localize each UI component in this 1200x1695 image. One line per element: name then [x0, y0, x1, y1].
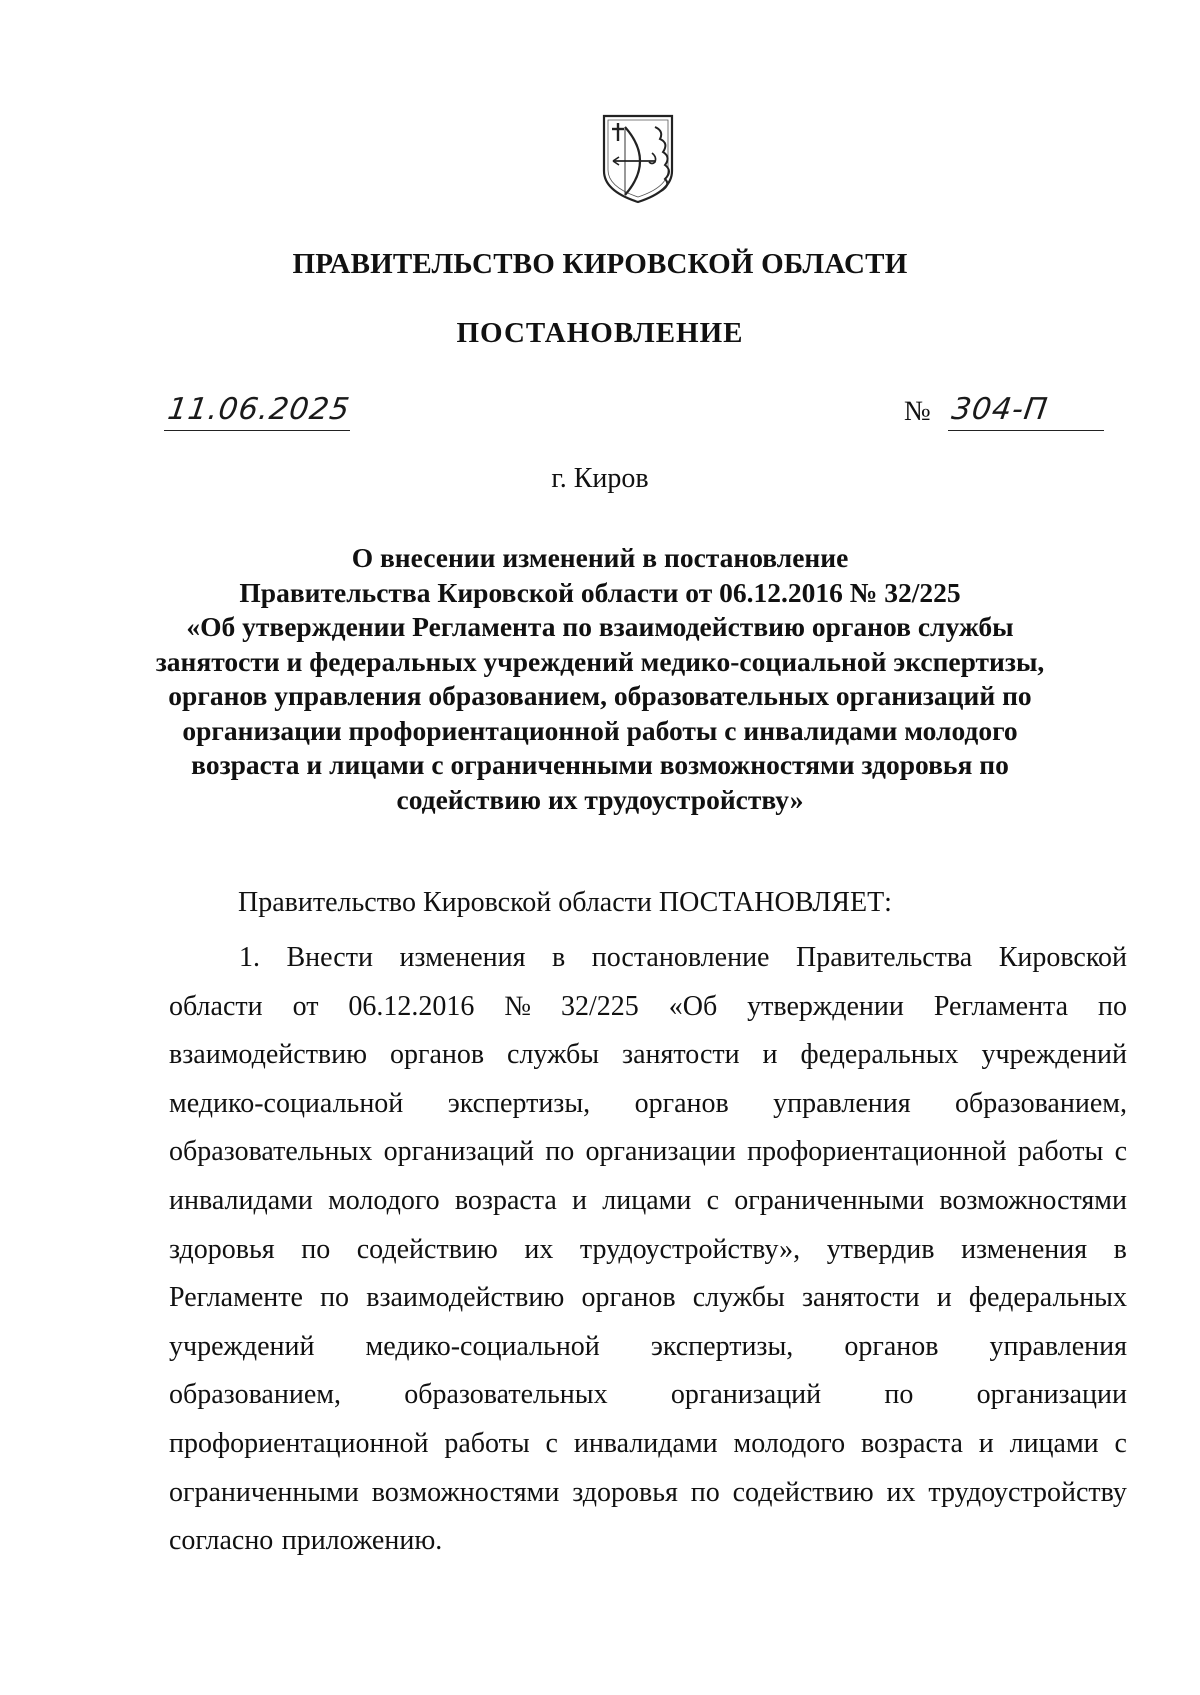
word: федеральных	[968, 1282, 1127, 1314]
word: Регламенте	[169, 1282, 303, 1314]
kirov-coat-of-arms-icon	[601, 113, 675, 205]
word: «Об	[668, 990, 718, 1022]
subject-line: органов управления образованием, образовательных организаций по	[168, 680, 1032, 711]
word: федеральных	[800, 1039, 959, 1071]
subject-line: О внесении изменений в постановление	[351, 542, 849, 573]
word: службы	[692, 1282, 785, 1314]
paragraph-line	[169, 1226, 1127, 1275]
word: управления	[989, 1330, 1127, 1362]
word: экспертизы,	[650, 1330, 794, 1362]
word: молодого	[328, 1184, 440, 1216]
paragraph-line	[169, 983, 1127, 1032]
word: учреждений	[981, 1039, 1127, 1071]
word: образованием,	[955, 1087, 1127, 1119]
word: с	[1114, 1136, 1127, 1168]
word: постановление	[591, 942, 770, 973]
word: области	[169, 990, 263, 1022]
word: по	[1098, 990, 1127, 1022]
word: инвалидами	[573, 1427, 718, 1459]
document-type-heading: ПОСТАНОВЛЕНИЕ	[456, 317, 744, 349]
paragraph-line	[169, 1080, 1127, 1129]
word: молодого	[733, 1427, 846, 1459]
paragraph-line	[169, 1371, 1127, 1420]
word: 1.	[239, 942, 260, 973]
word: их	[524, 1233, 554, 1265]
word: органов	[581, 1282, 676, 1314]
word: медико-социальной	[365, 1330, 600, 1362]
word: управления	[773, 1087, 911, 1119]
word: возраста	[454, 1184, 557, 1216]
word: Правительства	[795, 942, 973, 973]
subject-line: организации профориентационной работы с инвалидами молодого	[182, 714, 1018, 746]
word: образованием,	[169, 1379, 341, 1411]
word: по	[301, 1233, 331, 1265]
word: службы	[507, 1039, 600, 1071]
word: с	[706, 1184, 720, 1216]
word: приложению.	[281, 1525, 443, 1557]
subject-line: занятости и федеральных учреждений медико-социальной экспертизы,	[155, 645, 1045, 677]
word: утвердив	[826, 1233, 935, 1265]
word: трудоустройству»,	[579, 1233, 801, 1265]
paragraph-line	[169, 1031, 1127, 1080]
word: по	[884, 1379, 914, 1411]
word: учреждений	[169, 1330, 315, 1362]
word: ограниченными	[169, 1476, 359, 1508]
word: содействию	[356, 1233, 498, 1265]
word: с	[545, 1427, 558, 1459]
word: взаимодействию	[169, 1039, 368, 1071]
paragraph-line	[169, 1420, 1127, 1469]
handwritten-date: 11.06.2025	[165, 392, 353, 427]
word: организации	[976, 1379, 1127, 1411]
number-field	[948, 394, 1104, 431]
word: изменения	[399, 942, 526, 973]
number-sign: №	[904, 396, 931, 427]
word: и	[572, 1184, 588, 1216]
word: профориентационной	[747, 1136, 1007, 1168]
word: органов	[634, 1087, 729, 1119]
word: согласно	[169, 1525, 274, 1557]
word: в	[1113, 1233, 1127, 1265]
word: организаций	[383, 1136, 534, 1168]
document-number-row	[904, 394, 1104, 430]
word: возможностями	[939, 1184, 1127, 1216]
word: Кировской	[998, 942, 1127, 973]
word: №	[504, 990, 532, 1022]
word: Внести	[286, 942, 373, 973]
word: по	[545, 1136, 575, 1168]
subject-line: возраста и лицами с ограниченными возможностями здоровья по	[191, 749, 1009, 780]
word: инвалидами	[169, 1184, 313, 1216]
paragraph-line	[169, 1274, 1127, 1323]
word: экспертизы,	[447, 1087, 591, 1119]
paragraph-line	[169, 1128, 1127, 1177]
paragraph-1	[169, 934, 1127, 1566]
word: лицами	[602, 1184, 692, 1216]
word: занятости	[802, 1282, 920, 1314]
word: их	[886, 1476, 916, 1508]
word: медико-социальной	[169, 1087, 404, 1119]
word: организации	[585, 1136, 736, 1168]
word: и	[978, 1427, 994, 1459]
word: от	[292, 990, 319, 1022]
paragraph-line	[169, 1469, 1127, 1518]
word: утверждении	[747, 990, 904, 1022]
word: и	[936, 1282, 952, 1314]
word: лицами	[1009, 1427, 1099, 1459]
word: образовательных	[404, 1379, 608, 1411]
handwritten-number: 304-П	[949, 392, 1051, 427]
word: в	[552, 942, 566, 973]
document-subject	[150, 541, 1050, 817]
word: органов	[389, 1039, 485, 1071]
city-label: г. Киров	[551, 463, 649, 494]
government-title: ПРАВИТЕЛЬСТВО КИРОВСКОЙ ОБЛАСТИ	[292, 248, 908, 280]
word: профориентационной	[169, 1427, 429, 1459]
word: 06.12.2016	[348, 990, 475, 1022]
word: возраста	[860, 1427, 963, 1459]
word: органов	[844, 1330, 939, 1362]
word: здоровья	[572, 1476, 678, 1508]
word: здоровья	[169, 1233, 275, 1265]
word: Регламента	[933, 990, 1069, 1022]
paragraph-line	[169, 1177, 1127, 1226]
word: по	[690, 1476, 720, 1508]
word: и	[762, 1039, 778, 1071]
subject-line: «Об утверждении Регламента по взаимодействию органов службы	[186, 611, 1014, 642]
word: изменения	[961, 1233, 1088, 1265]
word: организаций	[670, 1379, 822, 1411]
paragraph-line	[169, 934, 1127, 983]
subject-line: содействию их трудоустройству»	[396, 783, 804, 815]
word: трудоустройству	[928, 1476, 1127, 1508]
date-field	[164, 392, 353, 431]
word: работы	[1017, 1136, 1104, 1168]
word: с	[1114, 1427, 1127, 1459]
word: работы	[444, 1427, 530, 1459]
word: содействию	[732, 1476, 874, 1508]
subject-line: Правительства Кировской области от 06.12.2016 № 32/225	[239, 576, 961, 608]
paragraph-line	[169, 1517, 1127, 1566]
preamble-text: Правительство Кировской области ПОСТАНОВЛЯЕТ:	[238, 887, 892, 918]
word: занятости	[622, 1039, 740, 1071]
word: возможностями	[371, 1476, 560, 1508]
word: образовательных	[169, 1136, 373, 1168]
word: по	[320, 1282, 350, 1314]
word: взаимодействию	[366, 1282, 565, 1314]
word: ограниченными	[734, 1184, 925, 1216]
word: 32/225	[561, 990, 639, 1022]
paragraph-line	[169, 1323, 1127, 1372]
